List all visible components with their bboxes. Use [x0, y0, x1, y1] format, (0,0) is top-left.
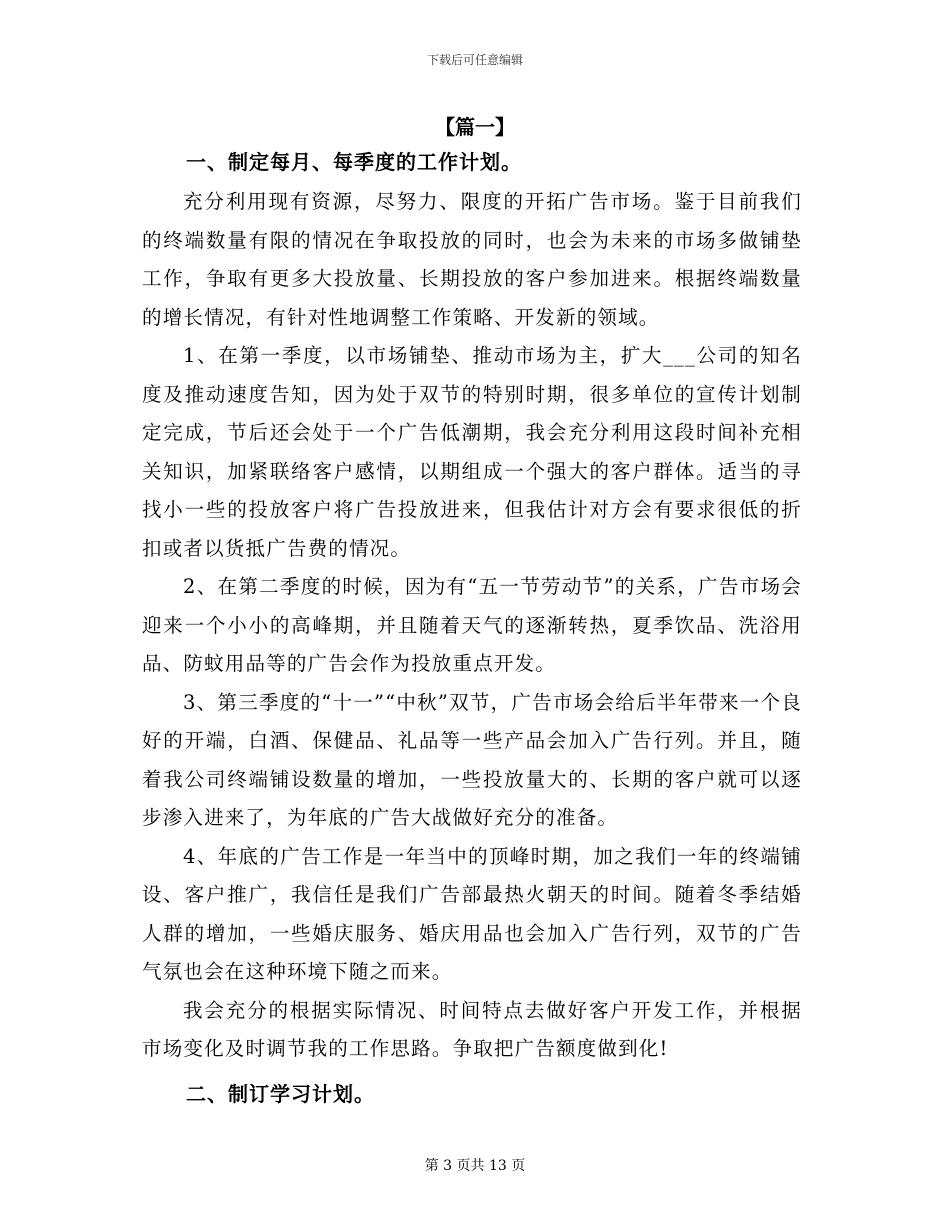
paragraph-q3: 3、第三季度的“十一”“中秋”双节，广告市场会给后半年带来一个良好的开端，白酒、保健品、礼品等一些产品会加入广告行列。并且，随着我公司终端铺设数量的增加，一些投放量大的、长期的客户就可以逐步渗入进来了，为年底的广告大战做好充分的准备。	[142, 690, 802, 829]
page-header: 下载后可任意编辑	[426, 53, 523, 67]
document-body	[142, 143, 802, 1113]
paragraph-q4: 4、年底的广告工作是一年当中的顶峰时期，加之我们一年的终端铺设、客户推广，我信任是我们广告部最热火朝天的时间。随着冬季结婚人群的增加，一些婚庆服务、婚庆用品也会加入广告行列，双节的广告气氛也会在这种环境下随之而来。	[142, 844, 802, 983]
paragraph-summary: 我会充分的根据实际情况、时间特点去做好客户开发工作，并根据市场变化及时调节我的工作思路。争取把广告额度做到化!	[142, 998, 802, 1060]
paragraph-intro: 充分利用现有资源，尽努力、限度的开拓广告市场。鉴于目前我们的终端数量有限的情况在争取投放的同时，也会为未来的市场多做铺垫工作，争取有更多大投放量、长期投放的客户参加进来。根据终端数量的增长情况，有针对性地调整工作策略、开发新的领域。	[142, 190, 802, 329]
section-title: 【篇一】	[435, 115, 515, 139]
paragraph-q1: 1、在第一季度，以市场铺垫、推动市场为主，扩大___公司的知名度及推动速度告知，因为处于双节的特别时期，很多单位的宣传计划制定完成，节后还会处于一个广告低潮期，我会充分利用这段时间补充相关知识，加紧联络客户感情，以期组成一个强大的客户群体。适当的寻找小一些的投放客户将广告投放进来，但我估计对方会有要求很低的折扣或者以货抵广告费的情况。	[142, 344, 802, 560]
heading-work-plan: 一、制定每月、每季度的工作计划。	[186, 150, 522, 174]
paragraph-q2: 2、在第二季度的时候，因为有“五一节劳动节”的关系，广告市场会迎来一个小小的高峰期，并且随着天气的逐渐转热，夏季饮品、洗浴用品、防蚊用品等的广告会作为投放重点开发。	[142, 575, 802, 675]
heading-study-plan: 二、制订学习计划。	[186, 1081, 375, 1106]
page-number: 第 3 页共 13 页	[424, 1158, 526, 1174]
